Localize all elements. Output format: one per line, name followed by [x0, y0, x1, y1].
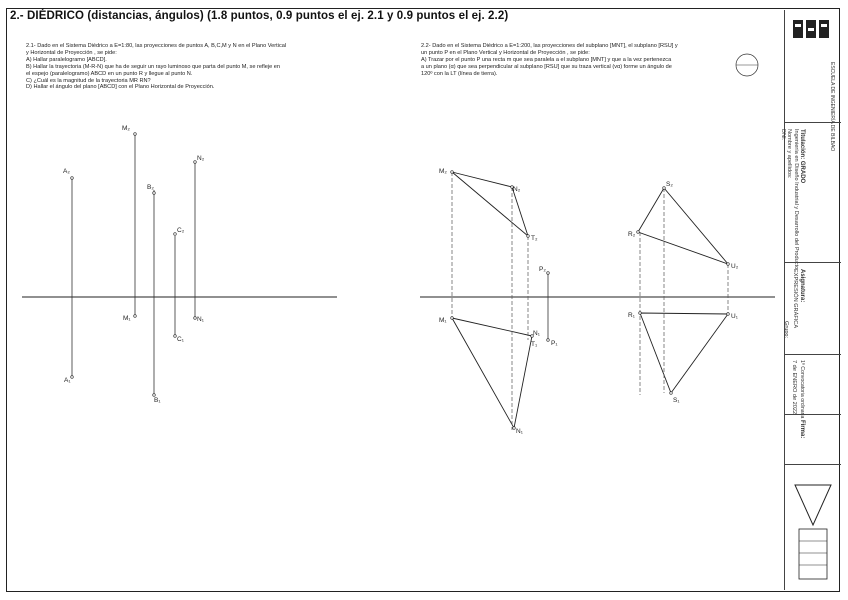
exercise-1-line: 2.1- Dado en el Sistema Diédrico a E=1:80, las proyecciones de puntos A, B,C,M y N en el Plano Vertical [26, 43, 287, 49]
label-u2: U₂ [731, 263, 739, 270]
exercise-1-line: A) Hallar paralelogramo [ABCD]. [26, 56, 107, 63]
degree-name: Ingeniería en Diseño Industrial y Desarrollo del Producto [793, 129, 799, 270]
student-name-label: Nombre y apellidos: [786, 129, 792, 179]
rsu-dashed-projectors [640, 188, 728, 395]
label-u1: U₁ [731, 313, 738, 320]
call-label: 1ª Convocatoria ordinaria [799, 360, 805, 419]
signature-box [785, 414, 841, 464]
label-ex2-m2: M₂ [439, 168, 447, 175]
label-ex2-p2: P₂ [539, 266, 546, 273]
label-ex2-m1: M₁ [439, 317, 447, 324]
exam-box [785, 354, 841, 419]
signature-label: Firma: [799, 420, 805, 439]
exercise-1-line: el espejo (paralelogramo) ABCD en un punto R y llegue al punto N. [26, 70, 193, 77]
exercise-1-line: C) ¿Cuál es la magnitud de la trayectoria MR RN? [26, 77, 151, 84]
school-emblem-box [785, 464, 841, 590]
label-ex2-n1b: N₁ [516, 428, 523, 435]
label-b2: B₂ [147, 184, 154, 191]
subplane-rsu [638, 188, 728, 393]
label-n1: N₁ [197, 316, 204, 323]
label-c1: C₁ [177, 336, 184, 343]
exercise-2-dashed-projectors [452, 172, 528, 430]
exercise-2-line: un punto P en el Plano Vertical y Horizontal de Proyección , se pide: [421, 49, 590, 56]
label-c2: C₂ [177, 227, 185, 234]
school-emblem [785, 465, 841, 591]
subplane-mnt [452, 172, 532, 428]
label-ex2-n2: N₂ [513, 186, 521, 193]
exercise-1-line: B) Hallar la trayectoria (M-R-N) que ha de seguir un rayo luminoso que parta del punto M, se refleje en [26, 63, 281, 70]
label-ex2-n1: N₁ [533, 330, 540, 337]
university-logo [791, 18, 831, 42]
label-b1: B₁ [154, 397, 161, 404]
label-a1: A₁ [64, 377, 71, 384]
exercise-1-line: y Horizontal de Proyección , se pide: [26, 49, 117, 56]
point-markers [71, 133, 730, 430]
page-title: 2.- DIÉDRICO (distancias, ángulos) (1.8 puntos, 0.9 puntos el ej. 2.1 y 0.9 puntos el ej. 2.2) [10, 10, 509, 22]
label-m2: M₂ [122, 125, 130, 132]
school-name: ESCUELA DE INGENIERÍA DE BILBAO [829, 62, 835, 152]
label-s2: S₂ [666, 181, 673, 188]
label-r1: R₁ [628, 312, 635, 319]
title-block [780, 10, 841, 590]
subject-label: Asignatura: [799, 269, 805, 303]
exercise-2-line: a un plano (α) que sea perpendicular al subplano [RSU] que su traza vertical (vα) forme un ángulo de [421, 63, 672, 70]
degree-label: Titulación: GRADO [799, 129, 805, 184]
subject-box [785, 262, 841, 354]
exercise-2-line: 2.2- Dado en el Sistema Diédrico a E=1:200, las proyecciones del subplano [MNT], el subplano [RSU] y [421, 43, 678, 49]
exercise-1-projectors [72, 134, 195, 395]
label-ex2-t1: T₁ [531, 341, 538, 348]
label-s1: S₁ [673, 397, 680, 404]
exercise-2-line: A) Trazar por el punto P una recta m que sea paralela a el subplano [MNT] y que a la vez pertenezca [421, 56, 672, 63]
exercise-2-line: 120º con la LT (línea de tierra). [421, 70, 498, 77]
call-date: 7 de ENERO de 2022 [791, 360, 797, 415]
label-m1: M₁ [123, 315, 131, 322]
dni-label: DNI: [780, 129, 786, 141]
label-ex2-t2: T₂ [531, 235, 538, 242]
label-n2: N₂ [197, 155, 205, 162]
exercise-1-line: D) Hallar el ángulo del plano [ABCD] con el Plano Horizontal de Proyección. [26, 84, 215, 91]
student-box [780, 122, 841, 270]
group-label: Grupo: [783, 321, 789, 339]
subject-name: EXPRESIÓN GRÁFICA [792, 269, 798, 329]
label-a2: A₂ [63, 168, 70, 175]
label-r2: R₂ [628, 231, 636, 238]
label-ex2-p1: P₁ [551, 340, 558, 347]
